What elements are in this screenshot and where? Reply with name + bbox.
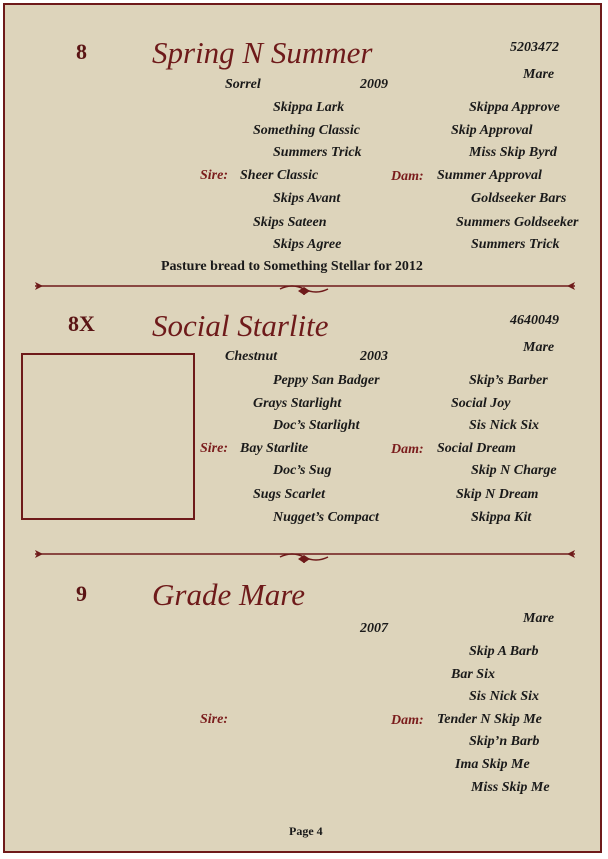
horse-name: Grade Mare <box>152 577 305 612</box>
sire-sire-sire: Skippa Lark <box>273 100 345 115</box>
sire-dam-dam: Nugget’s Compact <box>273 510 379 525</box>
photo-placeholder <box>21 353 195 520</box>
sire-name: Bay Starlite <box>240 441 309 456</box>
registration-number: 4640049 <box>510 313 559 328</box>
section-divider <box>5 277 604 297</box>
dam-dam: Summers Goldseeker <box>456 215 579 230</box>
dam-label: Dam: <box>391 713 424 728</box>
dam-dam-dam: Miss Skip Me <box>471 780 550 795</box>
dam-sire: Skip Approval <box>451 123 533 138</box>
sire-dam-sire: Doc’s Sug <box>273 463 332 478</box>
catalog-page <box>3 3 602 853</box>
horse-name: Social Starlite <box>152 308 329 343</box>
dam-sire-dam: Sis Nick Six <box>469 418 540 433</box>
dam-name: Tender N Skip Me <box>437 712 542 727</box>
dam-name: Summer Approval <box>437 168 542 183</box>
horse-sex: Mare <box>523 340 555 355</box>
dam-dam: Skip N Dream <box>456 487 539 502</box>
lot-number: 8X <box>68 311 95 336</box>
dam-dam-sire: Skip’n Barb <box>469 734 540 749</box>
sire-dam-dam: Skips Agree <box>273 237 342 252</box>
dam-dam-dam: Skippa Kit <box>471 510 532 525</box>
sire-label: Sire: <box>200 441 228 456</box>
sire-dam: Sugs Scarlet <box>253 487 325 502</box>
lot-number: 8 <box>76 39 87 64</box>
dam-sire-sire: Skippa Approve <box>469 100 560 115</box>
page-number: Page 4 <box>289 824 323 838</box>
dam-sire-dam: Miss Skip Byrd <box>469 145 557 160</box>
foal-year: 2007 <box>360 621 388 636</box>
sire-name: Sheer Classic <box>240 168 319 183</box>
registration-number: 5203472 <box>510 40 559 55</box>
dam-dam: Ima Skip Me <box>455 757 530 772</box>
dam-sire: Bar Six <box>451 667 495 682</box>
dam-dam-sire: Goldseeker Bars <box>471 191 567 206</box>
dam-sire-sire: Skip’s Barber <box>469 373 548 388</box>
sire-sire: Grays Starlight <box>253 396 342 411</box>
horse-color: Chestnut <box>225 349 278 364</box>
dam-sire-dam: Sis Nick Six <box>469 689 540 704</box>
dam-dam-sire: Skip N Charge <box>471 463 557 478</box>
lot-number: 9 <box>76 581 87 606</box>
sire-dam-sire: Skips Avant <box>273 191 341 206</box>
sire-label: Sire: <box>200 712 228 727</box>
sire-sire: Something Classic <box>253 123 360 138</box>
horse-sex: Mare <box>523 67 555 82</box>
dam-dam-dam: Summers Trick <box>471 237 560 252</box>
sire-sire-dam: Doc’s Starlight <box>273 418 360 433</box>
dam-sire: Social Joy <box>451 396 511 411</box>
horse-color: Sorrel <box>225 77 261 92</box>
dam-sire-sire: Skip A Barb <box>469 644 539 659</box>
foal-year: 2003 <box>360 349 388 364</box>
sire-label: Sire: <box>200 168 228 183</box>
dam-name: Social Dream <box>437 441 516 456</box>
dam-label: Dam: <box>391 442 424 457</box>
sire-sire-sire: Peppy San Badger <box>273 373 380 388</box>
dam-label: Dam: <box>391 169 424 184</box>
horse-sex: Mare <box>523 611 555 626</box>
horse-name: Spring N Summer <box>152 35 373 70</box>
foal-year: 2009 <box>360 77 388 92</box>
sire-dam: Skips Sateen <box>253 215 327 230</box>
section-divider <box>5 545 604 565</box>
breeding-note: Pasture bread to Something Stellar for 2012 <box>161 259 423 274</box>
sire-sire-dam: Summers Trick <box>273 145 362 160</box>
